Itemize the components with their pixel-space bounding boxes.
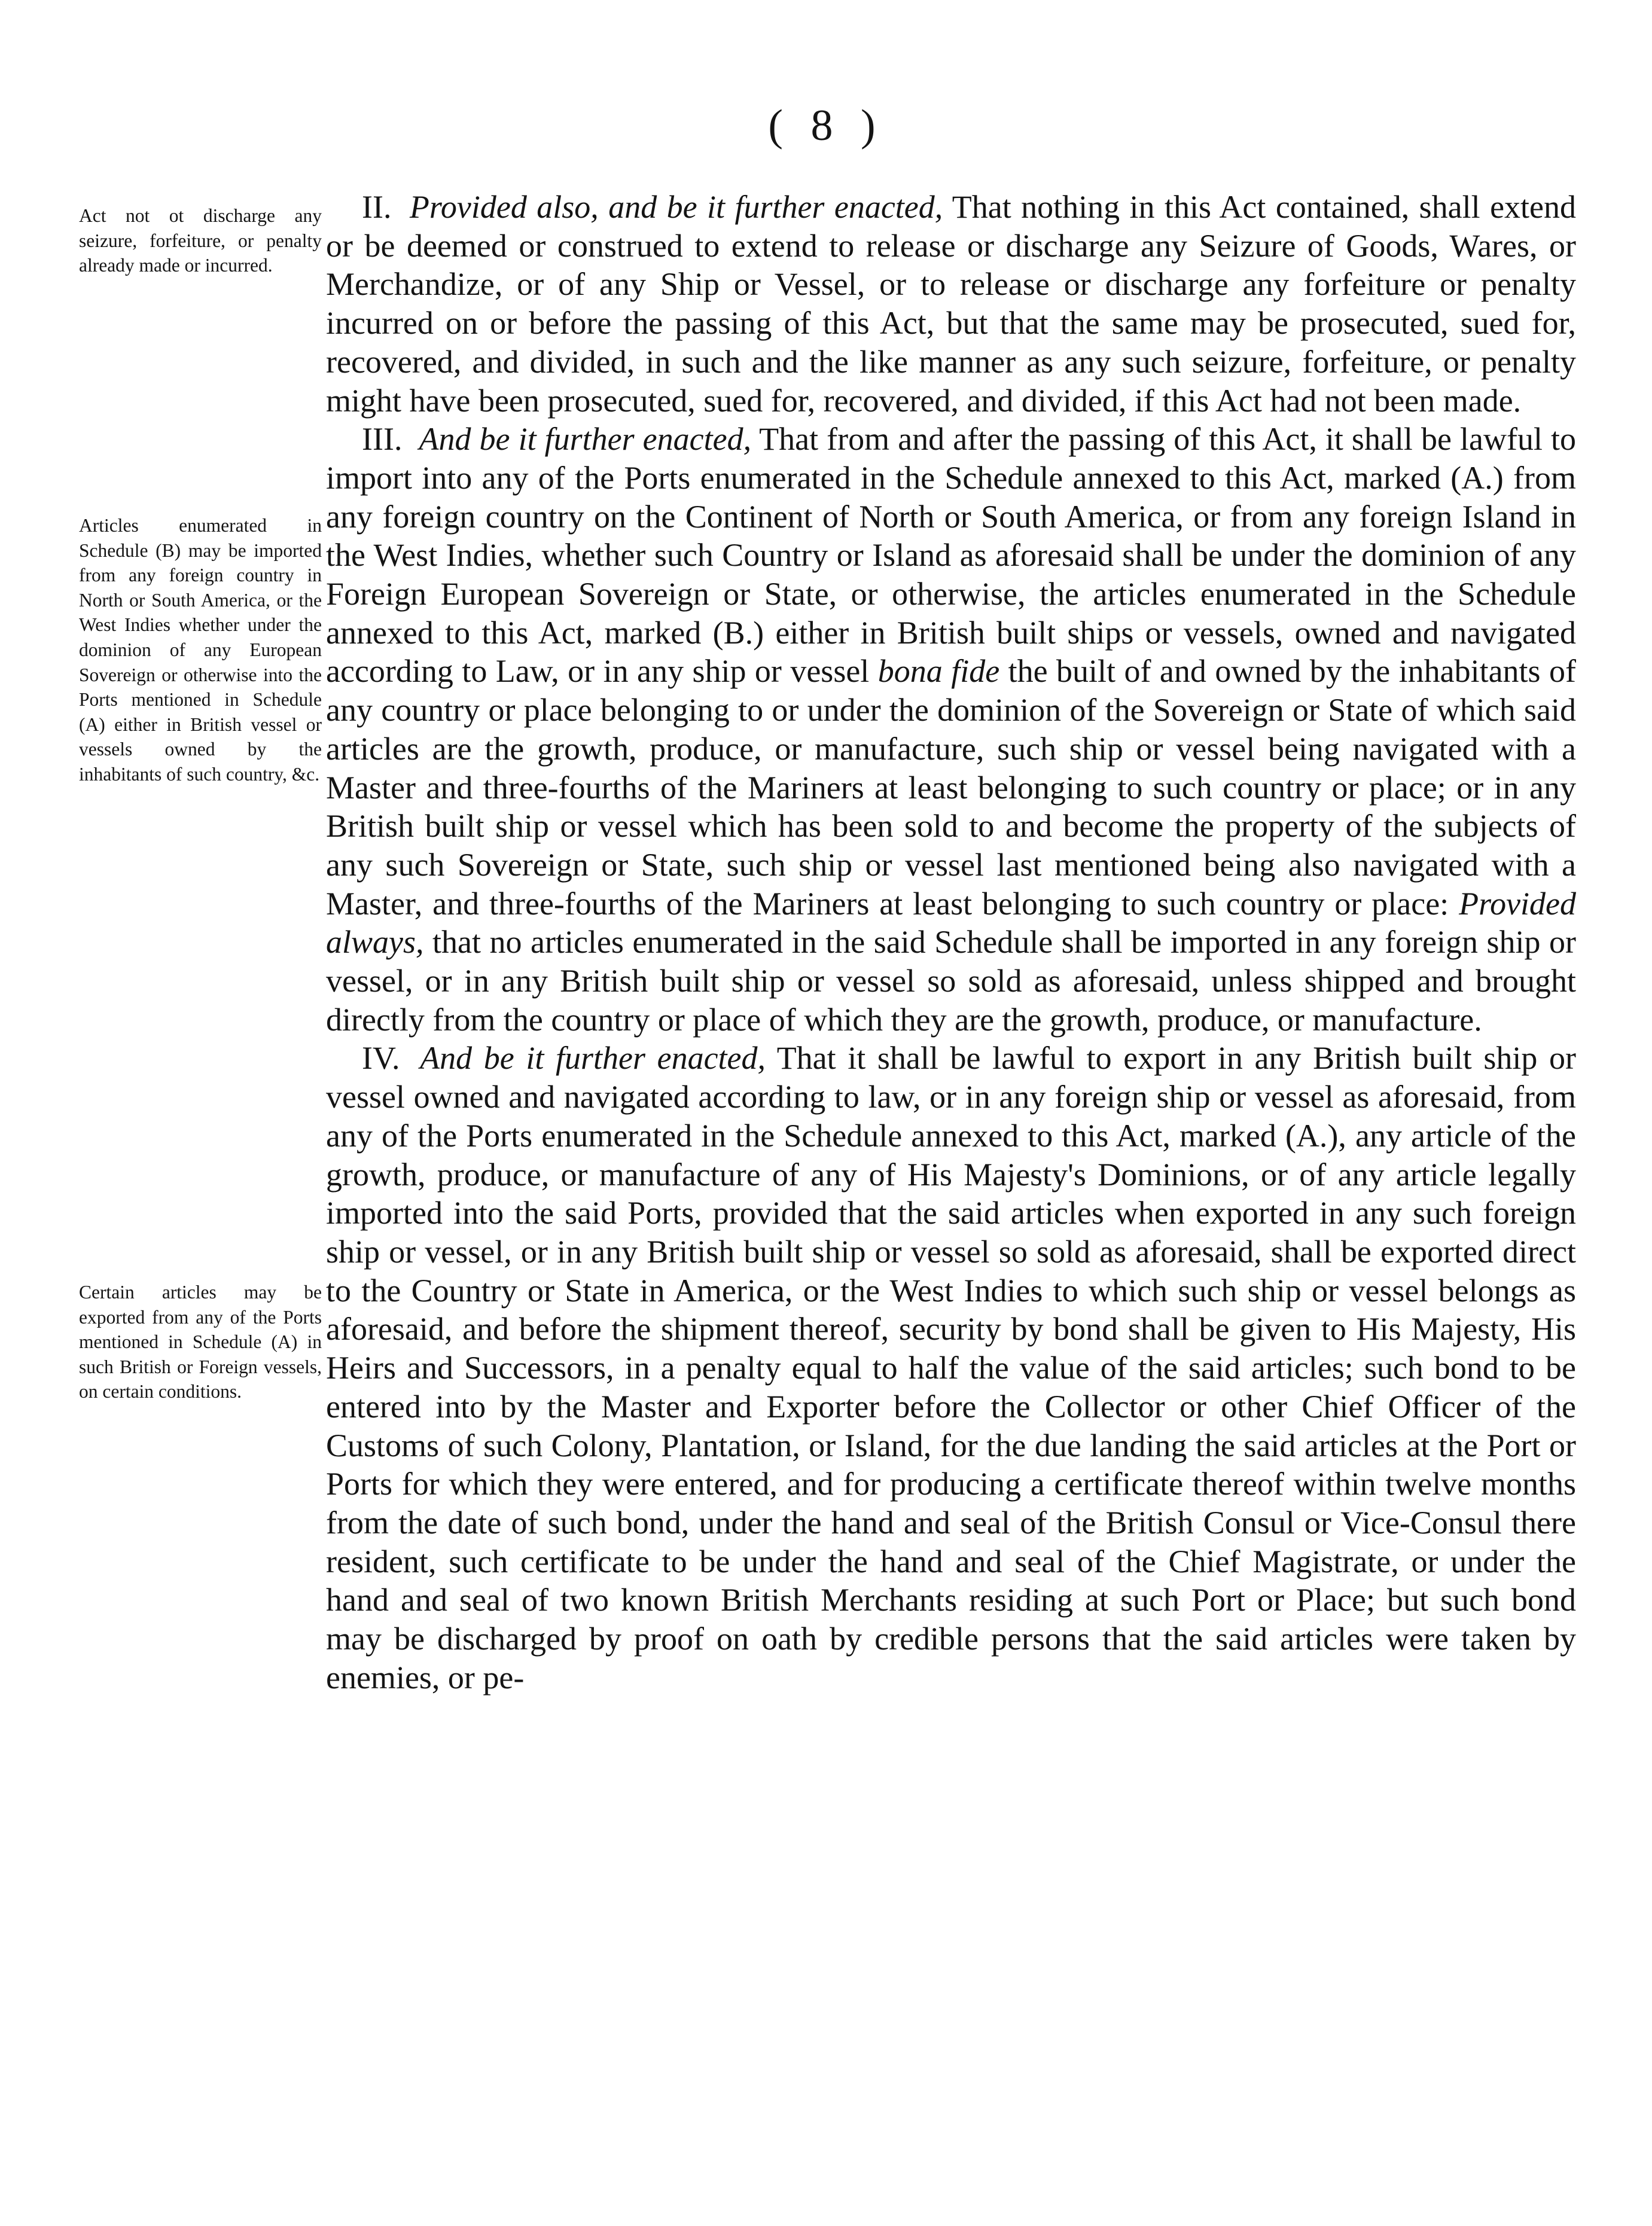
section-iii-paragraph	[326, 420, 1576, 1039]
margin-note: Articles enumerated in Schedule (B) may be imported from any foreign country in North or South America, or the West Indies whether under the dominion of any European Sovereign or otherwise into the Ports mentioned in Schedule (A) either in British vessel or vessels owned by the inhabitants of such country, &c.	[79, 515, 322, 785]
act-body-text	[326, 188, 1576, 1697]
section-iv-paragraph	[326, 1039, 1576, 1697]
paragraph-text: That it shall be lawful to export in any British built ship or vessel owned and navigated according to law, or in any foreign ship or vessel as aforesaid, from any of the Ports enumerated in the Schedule annexed to this Act, marked (A.), any article of the growth, produce, or manufacture of any of His Majesty's Dominions, or of any article legally imported into the said Ports, provided that the said articles when exported in any such foreign ship or vessel, or in any British built ship or vessel so sold as aforesaid, shall be exported direct to the Country or State in America, or the West Indies to which such ship or vessel belongs as aforesaid, and before the shipment thereof, security by bond shall be given to His Majesty, His Heirs and Successors, in a penalty equal to half the value of the said articles; such bond to be entered into by the Master and Exporter before the Collector or other Chief Officer of the Customs of such Colony, Plantation, or Island, for the due landing the said articles at the Port or Ports for which they were entered, and for producing a certificate thereof within twelve months from the date of such bond, under the hand and seal of the British Consul or Vice-Consul there resident, such certificate to be under the hand and seal of the Chief Magistrate, or under the hand and seal of two known British Merchants residing at such Port or Place; but such bond may be discharged by proof on oath by credible persons that the said articles were taken by enemies, or pe-	[326, 1040, 1576, 1696]
section-ii-paragraph	[326, 188, 1576, 420]
paragraph-text: that no articles enumerated in the said Schedule shall be imported in any foreign ship or vessel, or in any British built ship or vessel so sold as aforesaid, unless shipped and brought directly from the country or place of which they are the growth, produce, or manufacture.	[326, 924, 1577, 1038]
paragraph-text: That from and after the passing of this Act, it shall be lawful to import into any of the Ports enumerated in the Schedule annexed to this Act, marked (A.) from any foreign country on the Continent of North or South America, or from any foreign Island in the West Indies, whether such Country or Island as aforesaid shall be under the dominion of any Foreign European Sovereign or State, or otherwise, the articles enumerated in the Schedule annexed to this Act, marked (B.) either in British built ships or vessels, owned and navigated according to Law, or in any ship or vessel	[326, 421, 1576, 690]
enacting-clause: And be it further enacted,	[420, 1040, 766, 1077]
paragraph-text: That nothing in this Act contained, shall extend or be deemed or construed to extend to release or discharge any Seizure of Goods, Wares, or Merchandize, or of any Ship or Vessel, or to release or discharge any forfeiture or penalty incurred on or before the passing of this Act, but that the same may be prosecuted, sued for, recovered, and divided, in such and the like manner as any such seizure, forfeiture, or penalty might have been prosecuted, sued for, recovered, and divided, if this Act had not been made.	[326, 189, 1577, 419]
section-number: IV.	[362, 1040, 400, 1077]
margin-note: Certain articles may be exported from any of the Ports mentioned in Schedule (A) in such British or Foreign vessels, on certain conditions.	[79, 1282, 322, 1402]
margin-note: Act not ot discharge any seizure, forfeiture, or penalty already made or incurred.	[79, 205, 322, 276]
enacting-clause: And be it further enacted,	[419, 421, 752, 458]
section-number: II.	[362, 189, 392, 225]
enacting-clause: Provided also, and be it further enacted,	[409, 189, 943, 225]
page-number: ( 8 )	[768, 101, 884, 150]
section-number: III.	[362, 421, 403, 458]
italic-phrase: bona fide	[877, 653, 1000, 690]
paragraph-text: the built of and owned by the inhabitants of any country or place belonging to or under the dominion of the Sovereign or State of which said articles are the growth, produce, or manufacture, such ship or vessel being navigated with a Master and three-fourths of the Mariners at least belonging to such country or place; or in any British built ship or vessel which has been sold to and become the property of the subjects of any such Sovereign or State, such ship or vessel last mentioned being also navigated with a Master, and three-fourths of the Mariners at least belonging to such country or place:	[326, 653, 1577, 922]
proviso-clause: Provided always,	[326, 885, 1577, 960]
